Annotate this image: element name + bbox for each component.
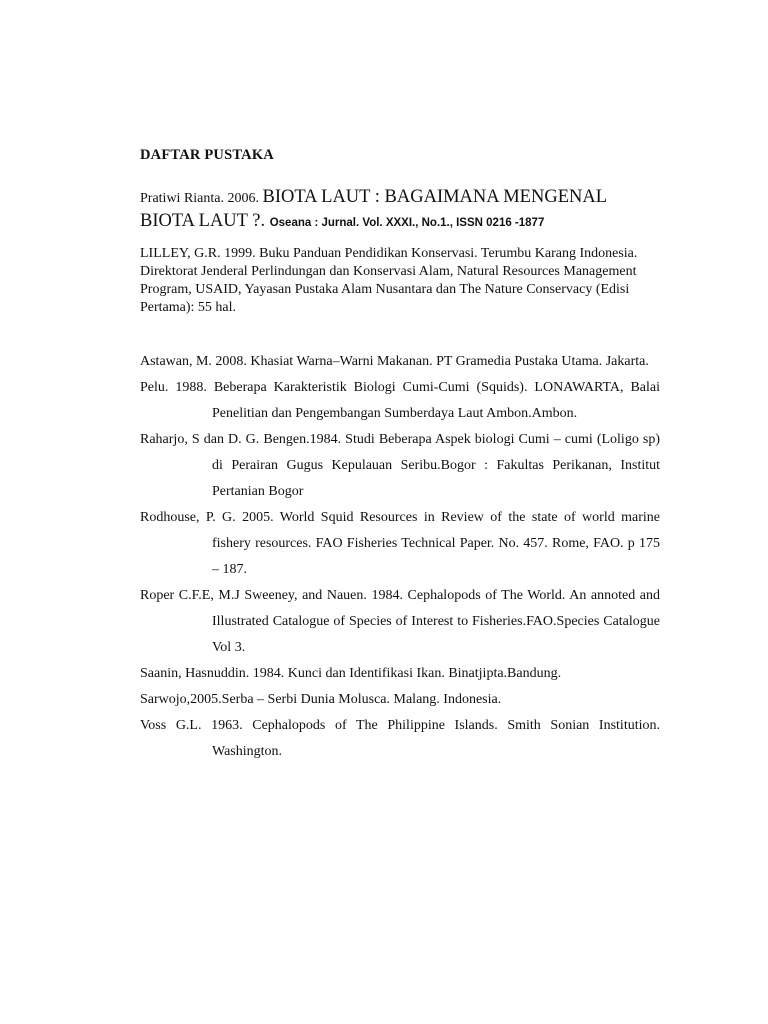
reference-item: Rodhouse, P. G. 2005. World Squid Resources in Review of the state of world marine fishery resources. FAO Fisheries Technical Paper. No. 457. Rome, FAO. p 175 – 187. xyxy=(140,510,660,577)
reference-item: Astawan, M. 2008. Khasiat Warna–Warni Makanan. PT Gramedia Pustaka Utama. Jakarta. xyxy=(140,354,649,369)
page-title: DAFTAR PUSTAKA xyxy=(140,147,274,163)
reference-item: Raharjo, S dan D. G. Bengen.1984. Studi Beberapa Aspek biologi Cumi – cumi (Loligo sp) di Perairan Gugus Kepulauan Seribu.Bogor : Fakultas Perikanan, Institut Pertanian Bogor xyxy=(140,432,660,499)
reference-item: Voss G.L. 1963. Cephalopods of The Philippine Islands. Smith Sonian Institution. Washington. xyxy=(140,718,660,759)
reference-title-line2: BIOTA LAUT ?. xyxy=(140,211,270,231)
reference-author-year: Pratiwi Rianta. 2006. xyxy=(140,191,263,206)
reference-item: Roper C.F.E, M.J Sweeney, and Nauen. 1984. Cephalopods of The World. An annoted and Illustrated Catalogue of Species of Interest to Fisheries.FAO.Species Catalogue Vol 3. xyxy=(140,588,660,655)
reference-item: Saanin, Hasnuddin. 1984. Kunci dan Identifikasi Ikan. Binatjipta.Bandung. xyxy=(140,666,562,681)
reference-item: Sarwojo,2005.Serba – Serbi Dunia Molusca. Malang. Indonesia. xyxy=(140,692,502,707)
reference-item: Pelu. 1988. Beberapa Karakteristik Biologi Cumi-Cumi (Squids). LONAWARTA, Balai Penelitian dan Pengembangan Sumberdaya Laut Ambon.Ambon. xyxy=(140,380,660,421)
reference-pratiwi xyxy=(140,186,660,234)
reference-lilley: LILLEY, G.R. 1999. Buku Panduan Pendidikan Konservasi. Terumbu Karang Indonesia. Direktorat Jenderal Perlindungan dan Konservasi Alam, Natural Resources Management Program, USAID, Yayasan Pustaka Alam Nusantara dan The Nature Conservacy (Edisi Pertama): 55 hal. xyxy=(140,246,638,315)
reference-list xyxy=(140,349,660,765)
reference-title-line1: BIOTA LAUT : BAGAIMANA MENGENAL xyxy=(262,187,608,207)
reference-journal: Oseana : Jurnal. Vol. XXXI., No.1., ISSN 0216 -1877 xyxy=(269,217,545,229)
